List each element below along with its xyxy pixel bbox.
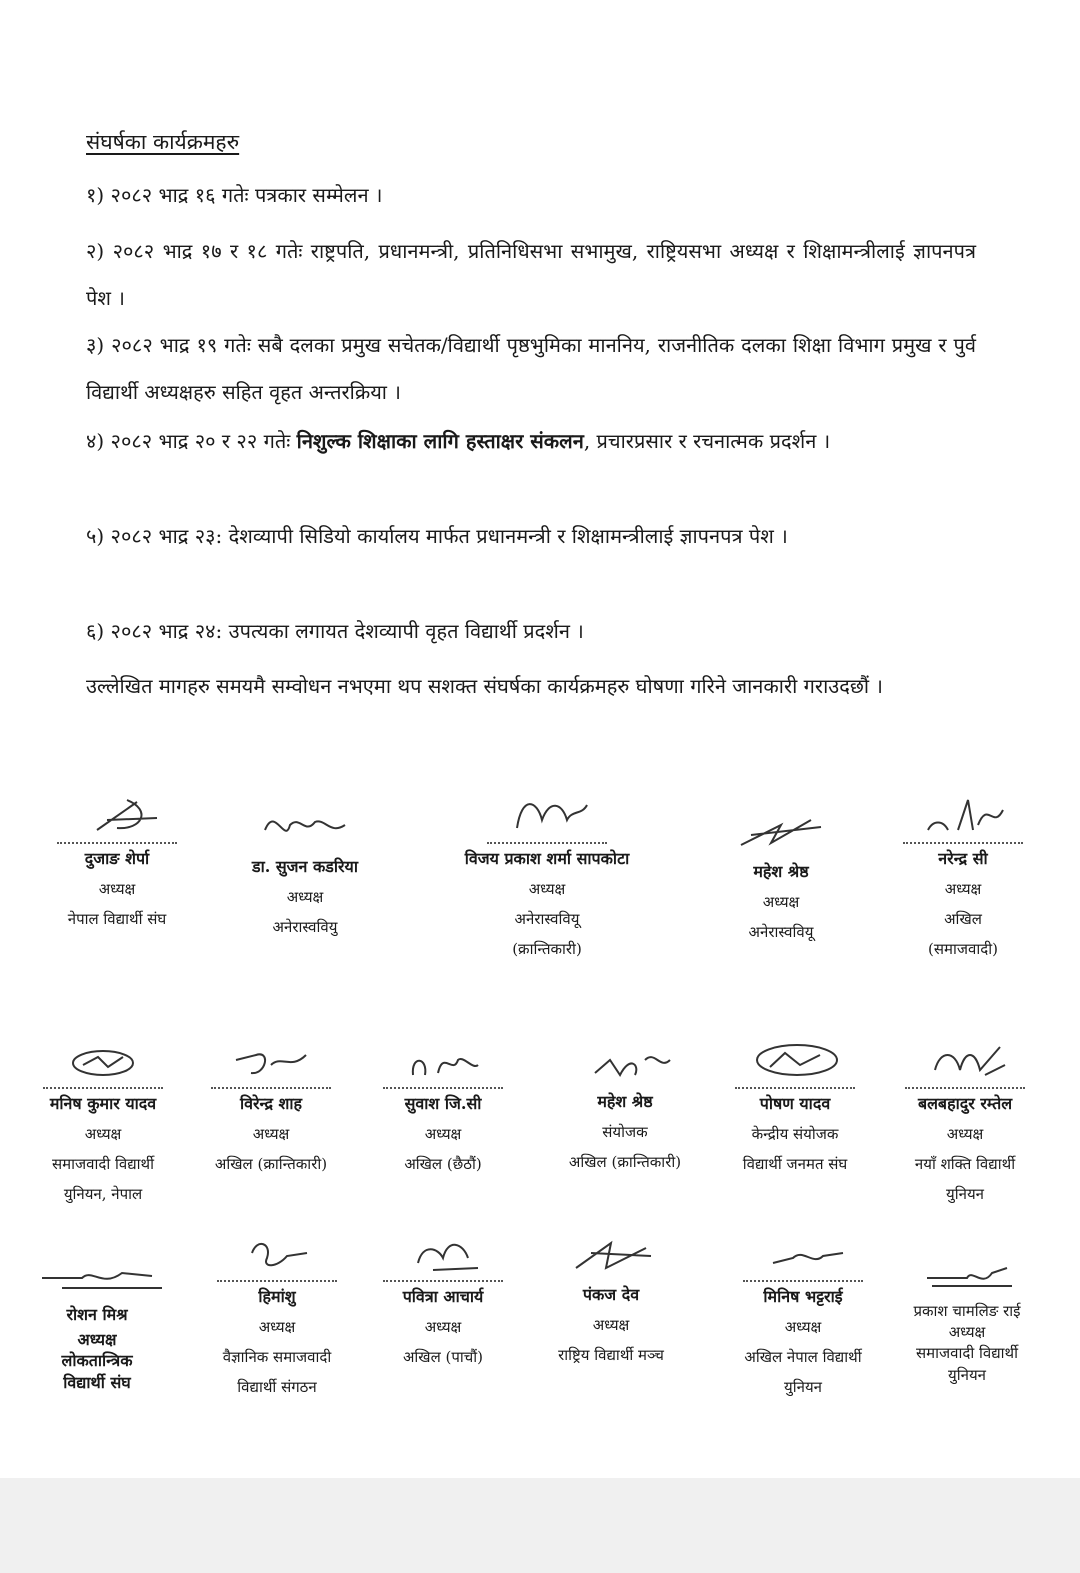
signatory-org-sub: युनियन bbox=[946, 1185, 984, 1203]
signatory-org: अखिल नेपाल विद्यार्थी bbox=[744, 1348, 862, 1366]
signatory-org-sub: युनियन bbox=[784, 1378, 822, 1396]
signature-image bbox=[872, 1248, 1062, 1300]
signatory-name: पोषण यादव bbox=[759, 1094, 831, 1113]
signatory-block bbox=[872, 1248, 1062, 1386]
signatory-name: विरेन्द्र शाह bbox=[239, 1094, 303, 1113]
signature-image bbox=[8, 1035, 198, 1087]
signatory-org-sub: (समाजवादी) bbox=[928, 940, 998, 958]
signatory-role: अध्यक्ष bbox=[84, 1125, 122, 1143]
signature-image bbox=[530, 1035, 720, 1087]
signatory-block bbox=[348, 1228, 538, 1372]
signatory-name: सुवाश जि.सी bbox=[404, 1094, 482, 1113]
signature-image bbox=[182, 1228, 372, 1280]
signatory-org: समाजवादी विद्यार्थी bbox=[916, 1344, 1018, 1362]
program-item-4-highlight: निशुल्क शिक्षाका लागि हस्ताक्षर संकलन bbox=[296, 429, 584, 453]
signatory-name: मिनिष भट्टराई bbox=[763, 1287, 843, 1306]
signatory-name: महेश श्रेष्ठ bbox=[597, 1092, 653, 1111]
signatory-org-sub: विद्यार्थी संघ bbox=[63, 1373, 131, 1392]
program-item-3: ३) २०८२ भाद्र १९ गतेः सबै दलका प्रमुख सचेतक/विद्यार्थी पृष्ठभुमिका माननिय, राजनीतिक दलका शिक्षा विभाग प्रमुख र पुर्व विद्यार्थी अध्यक्षहरु सहित वृहत अन्तरक्रिया । bbox=[86, 333, 976, 404]
signatory-block bbox=[870, 1035, 1060, 1209]
signatory-name: पवित्रा आचार्य bbox=[402, 1287, 484, 1306]
signatory-role: केन्द्रीय संयोजक bbox=[751, 1125, 839, 1143]
signatory-role: अध्यक्ष bbox=[946, 1125, 984, 1143]
signatory-block bbox=[182, 1228, 372, 1402]
signature-image bbox=[348, 1228, 538, 1280]
signatory-org: नेपाल विद्यार्थी संघ bbox=[67, 910, 167, 928]
signatory-block bbox=[176, 1035, 366, 1179]
signature-image bbox=[22, 790, 212, 842]
signatory-name: विजय प्रकाश शर्मा सापकोटा bbox=[464, 849, 630, 868]
signatory-name: मनिष कुमार यादव bbox=[49, 1094, 157, 1113]
signatory-org: अखिल bbox=[944, 910, 982, 928]
signature-image bbox=[348, 1035, 538, 1087]
signatory-role: अध्यक्ष bbox=[77, 1330, 117, 1349]
signatory-name: रोशन मिश्र bbox=[66, 1305, 128, 1324]
signatory-role: अध्यक्ष bbox=[528, 880, 566, 898]
program-item-2: २) २०८२ भाद्र १७ र १८ गतेः राष्ट्रपति, प्रधानमन्त्री, प्रतिनिधिसभा सभामुख, राष्ट्रियसभा अध्यक्ष र शिक्षामन्त्रीलाई ज्ञापनपत्र पेश । bbox=[86, 239, 976, 310]
program-item-6: ६) २०८२ भाद्र २४: उपत्यका लगायत देशव्यापी वृहत विद्यार्थी प्रदर्शन । bbox=[86, 619, 584, 643]
signatory-name: प्रकाश चामलिङ राई bbox=[913, 1302, 1021, 1320]
signatory-role: अध्यक्ष bbox=[286, 888, 324, 906]
signature-image bbox=[686, 805, 876, 857]
program-item-1: १) २०८२ भाद्र १६ गतेः पत्रकार सम्मेलन । bbox=[86, 183, 383, 207]
signature-image bbox=[2, 1248, 192, 1300]
signatory-block bbox=[348, 1035, 538, 1179]
signatory-org: अखिल (क्रान्तिकारी) bbox=[568, 1153, 682, 1171]
signatory-org: राष्ट्रिय विद्यार्थी मञ्च bbox=[558, 1346, 664, 1364]
signatory-role: अध्यक्ष bbox=[948, 1323, 986, 1341]
signatory-block bbox=[452, 790, 642, 964]
signature-image bbox=[516, 1228, 706, 1280]
signatory-name: महेश श्रेष्ठ bbox=[753, 862, 809, 881]
signatory-org: वैज्ञानिक समाजवादी bbox=[222, 1348, 332, 1366]
signatory-org: लोकतान्त्रिक bbox=[61, 1351, 133, 1370]
bottom-margin bbox=[0, 1478, 1080, 1573]
signatory-org: विद्यार्थी जनमत संघ bbox=[742, 1155, 848, 1173]
signatory-block bbox=[22, 790, 212, 934]
signatory-name: हिमांशु bbox=[258, 1287, 296, 1306]
signatory-role: अध्यक्ष bbox=[258, 1318, 296, 1336]
signatory-org: अखिल (छैठौं) bbox=[404, 1155, 482, 1173]
signatory-name: पंकज देव bbox=[582, 1285, 640, 1304]
program-item-5: ५) २०८२ भाद्र २३: देशव्यापी सिडियो कार्यालय मार्फत प्रधानमन्त्री र शिक्षामन्त्रीलाई ज्ञापनपत्र पेश । bbox=[86, 524, 788, 548]
signatory-role: अध्यक्ष bbox=[784, 1318, 822, 1336]
signatory-block bbox=[708, 1228, 898, 1402]
program-item-4-prefix: ४) २०८२ भाद्र २० र २२ गतेः bbox=[86, 429, 297, 453]
signature-image bbox=[870, 1035, 1060, 1087]
signatory-role: अध्यक्ष bbox=[424, 1125, 462, 1143]
signatory-role: संयोजक bbox=[602, 1123, 648, 1141]
signatory-block bbox=[686, 805, 876, 947]
signatory-name: बलबहादुर रम्तेल bbox=[917, 1094, 1013, 1113]
signature-image bbox=[176, 1035, 366, 1087]
signatory-org: अखिल (पाचौं) bbox=[402, 1348, 484, 1366]
signatory-block bbox=[8, 1035, 198, 1209]
signatory-block bbox=[868, 790, 1058, 964]
signatory-org-sub: विद्यार्थी संगठन bbox=[237, 1378, 317, 1396]
signatory-role: अध्यक्ष bbox=[98, 880, 136, 898]
signatory-org: नयाँ शक्ति विद्यार्थी bbox=[914, 1155, 1016, 1173]
program-item-4 bbox=[86, 418, 976, 465]
signatory-name: डा. सुजन कडरिया bbox=[252, 857, 358, 876]
signatory-block bbox=[700, 1035, 890, 1179]
signatory-role: अध्यक्ष bbox=[944, 880, 982, 898]
signatory-role: अध्यक्ष bbox=[592, 1316, 630, 1334]
signatory-block bbox=[530, 1035, 720, 1177]
signatory-block bbox=[2, 1248, 192, 1394]
signature-image bbox=[700, 1035, 890, 1087]
signature-image bbox=[708, 1228, 898, 1280]
signatory-block bbox=[516, 1228, 706, 1370]
signatory-role: अध्यक्ष bbox=[762, 893, 800, 911]
section-heading: संघर्षका कार्यक्रमहरु bbox=[86, 130, 240, 154]
signatory-role: अध्यक्ष bbox=[252, 1125, 290, 1143]
signatory-org: अनेरास्ववियु bbox=[272, 918, 338, 936]
signature-image bbox=[210, 800, 400, 852]
signatory-org: अनेरास्ववियू bbox=[514, 910, 580, 928]
signatory-org-sub: युनियन bbox=[948, 1366, 986, 1384]
signatory-block bbox=[210, 800, 400, 942]
signatory-name: दुजाङ शेर्पा bbox=[84, 849, 150, 868]
closing-statement: उल्लेखित मागहरु समयमै सम्वोधन नभएमा थप सशक्त संघर्षका कार्यक्रमहरु घोषणा गरिने जानकारी गराउदछौं । bbox=[86, 674, 884, 698]
signature-image bbox=[452, 790, 642, 842]
signatory-org: समाजवादी विद्यार्थी bbox=[52, 1155, 154, 1173]
signatory-name: नरेन्द्र सी bbox=[938, 849, 988, 868]
signature-image bbox=[868, 790, 1058, 842]
signatory-org: अनेरास्ववियू bbox=[748, 923, 814, 941]
signatory-org-sub: युनियन, नेपाल bbox=[63, 1185, 143, 1203]
program-item-4-suffix: , प्रचारप्रसार र रचनात्मक प्रदर्शन । bbox=[583, 429, 831, 453]
signatory-org-sub: (क्रान्तिकारी) bbox=[512, 940, 582, 958]
signatory-org: अखिल (क्रान्तिकारी) bbox=[214, 1155, 328, 1173]
signatory-role: अध्यक्ष bbox=[424, 1318, 462, 1336]
